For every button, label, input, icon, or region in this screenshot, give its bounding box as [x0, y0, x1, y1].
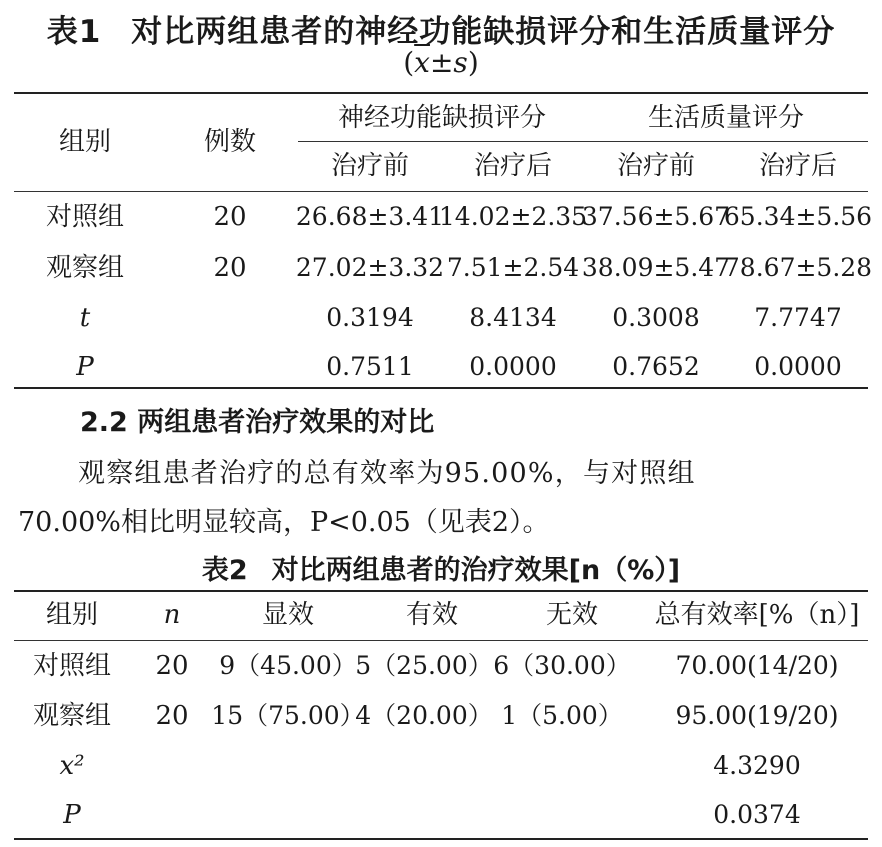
table2-cell: 1（5.00） [501, 701, 623, 730]
table1-col-neuro: 神经功能缺损评分 [337, 103, 547, 133]
table1-row-group: 对照组 [45, 202, 125, 232]
table2-cell: 9（45.00） [219, 651, 357, 680]
table1-cell: 78.67±5.28 [723, 253, 873, 282]
table2-cell: 95.00(19/20) [675, 701, 839, 730]
table1-col-group: 组别 [58, 127, 112, 157]
table1-row-count: 20 [213, 253, 247, 283]
table1-row-stat-p: P [76, 352, 94, 382]
table1-title-text: 对比两组患者的神经功能缺损评分和生活质量评分 [131, 14, 836, 50]
table1-number: 表1 [46, 14, 102, 50]
table2-cell: 15（75.00） [211, 701, 365, 730]
table1-cell: 0.7652 [612, 352, 700, 381]
table2-col-effective: 有效 [405, 600, 459, 630]
table1-cell: 0.0000 [469, 352, 557, 381]
table1-col-quality: 生活质量评分 [647, 103, 805, 133]
table2-cell: 0.0374 [713, 800, 801, 829]
table2-cell: 70.00(14/20) [675, 651, 839, 680]
table1-top-rule [14, 92, 868, 94]
table1-sub-before-1: 治疗前 [330, 151, 410, 181]
table1-col-count: 例数 [203, 127, 257, 157]
table1-cell: 0.3008 [612, 303, 700, 332]
table2-top-rule [14, 590, 868, 592]
table2-cell: 4（20.00） [355, 701, 493, 730]
table1-bottom-rule [14, 387, 868, 389]
table1-sub-after-1: 治疗后 [473, 151, 553, 181]
table1-cell: 7.7747 [754, 303, 842, 332]
paragraph-line-1: 观察组患者治疗的总有效率为95.00%，与对照组 [78, 458, 696, 489]
table2-col-total: 总有效率[%（n）] [654, 600, 860, 630]
table2-cell: 6（30.00） [493, 651, 631, 680]
table2-bottom-rule [14, 838, 868, 840]
table1-row-count: 20 [213, 202, 247, 232]
table1-row-stat-t: t [79, 303, 91, 333]
sd-symbol: ±s [429, 46, 468, 79]
table1-cell: 65.34±5.56 [723, 202, 873, 231]
table1-cell: 0.0000 [754, 352, 842, 381]
table2-cell: 5（25.00） [355, 651, 493, 680]
table1-cell: 7.51±2.54 [446, 253, 580, 282]
section-heading: 2.2 两组患者治疗效果的对比 [80, 407, 435, 438]
table2-col-n: n [163, 600, 181, 630]
table2-row-stat-p: P [63, 800, 81, 830]
table2-number: 表2 [201, 555, 248, 586]
mean-symbol: $\overline{x}$ [414, 46, 430, 79]
table1-sub-before-2: 治疗前 [616, 151, 696, 181]
table1-cell: 27.02±3.32 [295, 253, 445, 282]
paragraph-line-2: 70.00%相比明显较高，P<0.05（见表2）。 [18, 507, 550, 538]
table1-row-group: 观察组 [45, 253, 125, 283]
table2-cell: 4.3290 [713, 751, 801, 780]
table1-cell: 26.68±3.41 [295, 202, 445, 231]
table2-title [0, 548, 882, 587]
table2-row-stat-chi2: x² [59, 751, 85, 781]
table1-cell: 38.09±5.47 [581, 253, 731, 282]
table1-cell: 14.02±2.35 [438, 202, 588, 231]
table1-cell: 0.3194 [326, 303, 414, 332]
table2-row-n: 20 [155, 651, 189, 681]
table2-row-n: 20 [155, 701, 189, 731]
table2-title-text: 对比两组患者的治疗效果[n（%）] [271, 555, 681, 586]
table1-subtitle: $(\overline{x}\pm s)$ [403, 46, 479, 79]
table1-cell: 8.4134 [469, 303, 557, 332]
table2-header-bottom-rule [14, 640, 868, 641]
table2-row-group: 观察组 [32, 701, 112, 731]
table1-sub-after-2: 治疗后 [758, 151, 838, 181]
table2-col-marked: 显效 [261, 600, 315, 630]
table1-header-mid-rule [298, 141, 868, 142]
table2-col-ineffective: 无效 [545, 600, 599, 630]
table1-cell: 0.7511 [326, 352, 414, 381]
table2-row-group: 对照组 [32, 651, 112, 681]
table1-title [0, 6, 882, 51]
table1-cell: 37.56±5.67 [581, 202, 731, 231]
table1-header-bottom-rule [14, 191, 868, 192]
table2-col-group: 组别 [45, 600, 99, 630]
